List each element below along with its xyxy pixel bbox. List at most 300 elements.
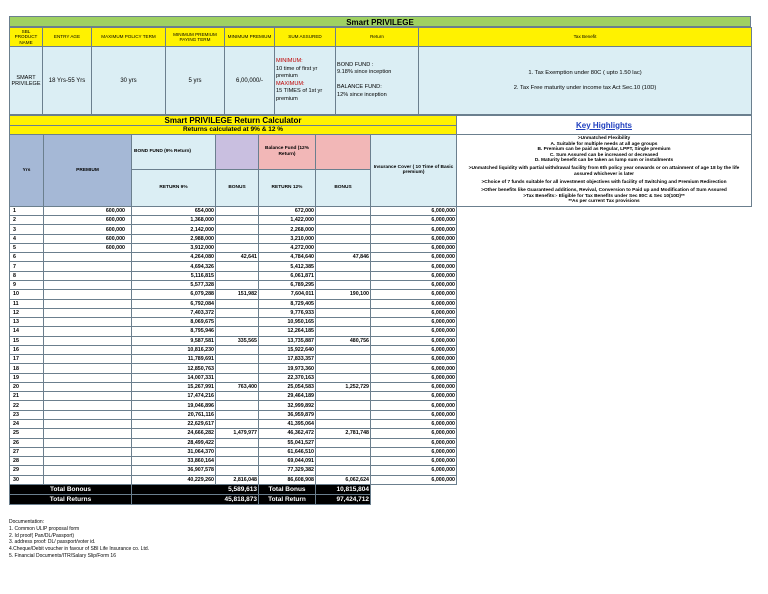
total-bonus-label-12: Total Bonus [259,484,316,494]
col-product: SBL PRODUCT NAME [10,28,43,47]
row-premium [44,457,132,466]
row-bonus-12 [316,308,371,317]
row-insurance-cover: 6,000,000 [371,410,457,419]
row-return-9: 5,577,328 [132,281,216,290]
calculator-row [10,373,752,382]
row-year: 12 [10,308,44,317]
doc-item: 5. Financial Documents/ITR/Salary Slip/Form 16 [9,552,116,559]
row-return-9: 31,064,370 [132,447,216,456]
row-return-9: 4,264,080 [132,253,216,262]
row-bonus-9 [216,355,259,364]
calculator-row [10,457,752,466]
row-return-12: 6,789,295 [259,281,316,290]
calculator-row [10,225,752,234]
row-return-12: 5,412,385 [259,262,316,271]
row-year: 21 [10,392,44,401]
row-bonus-9: 151,982 [216,290,259,299]
min-premium: 6,00,000/- [225,47,275,115]
row-bonus-9 [216,457,259,466]
row-insurance-cover: 6,000,000 [371,429,457,438]
row-year: 4 [10,234,44,243]
calculator-row [10,475,752,484]
row-return-9: 654,000 [132,206,216,215]
row-bonus-12 [316,216,371,225]
calculator-row [10,355,752,364]
col-tax-benefit: Tax Benefit [419,28,752,47]
doc-item: 4.Cheque/Debit voucher in favour of SBI Life Insurance co. Ltd. [9,546,150,553]
row-bonus-9 [216,327,259,336]
row-return-9: 24,666,282 [132,429,216,438]
row-premium [44,290,132,299]
row-bonus-12 [316,243,371,252]
total-bonus-9: 5,589,613 [132,484,259,494]
row-premium [44,299,132,308]
row-year: 25 [10,429,44,438]
row-insurance-cover: 6,000,000 [371,206,457,215]
total-returns-9: 45,818,873 [132,494,259,504]
row-premium [44,336,132,345]
row-bonus-12: 1,252,729 [316,382,371,391]
row-return-12: 22,370,163 [259,373,316,382]
row-return-9: 6,792,084 [132,299,216,308]
row-year: 9 [10,281,44,290]
col-balance-blank [316,135,371,170]
row-return-12: 12,264,185 [259,327,316,336]
row-return-9: 33,860,164 [132,457,216,466]
row-premium [44,318,132,327]
kh-flex-b: B. Premium can be paid as Regular, LPPT, Single premium [537,147,671,152]
min-ppt: 5 yrs [166,47,225,115]
calculator-row [10,216,752,225]
row-return-12: 6,061,871 [259,271,316,280]
row-bonus-12 [316,438,371,447]
row-return-12: 41,395,064 [259,420,316,429]
calculator-rows [10,206,752,484]
calculator-row [10,447,752,456]
row-bonus-9 [216,234,259,243]
row-bonus-12 [316,364,371,373]
row-year: 27 [10,447,44,456]
row-premium [44,401,132,410]
total-blank-2 [371,494,457,504]
calculator-row [10,318,752,327]
total-returns-label: Total Returns [10,494,132,504]
kh-flex-c: C. Sum Assured can be increased or decreased [549,152,659,158]
row-premium [44,364,132,373]
row-insurance-cover: 6,000,000 [371,420,457,429]
calculator-row [10,382,752,391]
row-premium [44,475,132,484]
total-return-label-12: Total Return [259,494,316,504]
row-return-9: 10,816,230 [132,345,216,354]
row-insurance-cover: 6,000,000 [371,262,457,271]
calculator-row [10,466,752,475]
row-return-12: 29,464,189 [259,392,316,401]
row-return-12: 61,646,510 [259,447,316,456]
row-premium [44,345,132,354]
sa-max-text: 15 TIMES of 1st yr premium [276,88,323,102]
return-bond-value: 9.18% since inception [337,69,392,76]
col-bonus-12: BONUS [316,169,371,206]
row-premium [44,410,132,419]
row-bonus-12: 480,756 [316,336,371,345]
row-year: 14 [10,327,44,336]
row-return-9: 7,403,372 [132,308,216,317]
row-bonus-9 [216,401,259,410]
calculator-row [10,271,752,280]
row-return-12: 1,422,000 [259,216,316,225]
calculator-title: Smart PRIVILEGE Return Calculator [10,116,457,126]
col-sum-assured: SUM ASSURED [275,28,336,47]
calculator-row [10,327,752,336]
row-premium [44,447,132,456]
row-bonus-12 [316,327,371,336]
row-bonus-9 [216,364,259,373]
row-premium: 600,000 [44,216,132,225]
tax-benefit-1: 1. Tax Exemption under 80C ( upto 1.50 lac) [528,70,642,76]
row-bonus-12 [316,373,371,382]
row-insurance-cover: 6,000,000 [371,401,457,410]
col-return: Return [336,28,419,47]
row-return-12: 9,776,933 [259,308,316,317]
row-return-12: 17,833,357 [259,355,316,364]
calculator-row [10,308,752,317]
row-bonus-9 [216,466,259,475]
row-bonus-12 [316,466,371,475]
row-return-12: 3,210,000 [259,234,316,243]
row-insurance-cover: 6,000,000 [371,382,457,391]
spreadsheet [9,16,751,505]
row-premium [44,429,132,438]
row-year: 13 [10,318,44,327]
row-bonus-12 [316,392,371,401]
row-return-12: 46,362,472 [259,429,316,438]
row-year: 18 [10,364,44,373]
row-premium [44,281,132,290]
kh-liquidity: >Unmatched liquidity with partial withdrawal facility from 6th policy year onwards or on attainment of age 18 by the life assured whichever is later [468,166,740,177]
row-return-9: 17,474,216 [132,392,216,401]
row-return-9: 2,988,000 [132,234,216,243]
row-insurance-cover: 6,000,000 [371,466,457,475]
row-year: 11 [10,299,44,308]
row-return-12: 672,000 [259,206,316,215]
row-insurance-cover: 6,000,000 [371,234,457,243]
row-year: 7 [10,262,44,271]
row-premium [44,373,132,382]
row-bonus-12 [316,401,371,410]
col-bonus-9: BONUS [216,169,259,206]
row-return-9: 19,046,896 [132,401,216,410]
row-insurance-cover: 6,000,000 [371,216,457,225]
calculator-row [10,281,752,290]
row-bonus-12 [316,410,371,419]
row-year: 19 [10,373,44,382]
calculator-row [10,438,752,447]
total-bonus-12: 10,815,804 [316,484,371,494]
row-year: 5 [10,243,44,252]
row-bonus-12: 190,100 [316,290,371,299]
row-return-9: 8,069,675 [132,318,216,327]
calculator-row [10,206,752,215]
max-term: 30 yrs [92,47,166,115]
row-return-9: 15,267,991 [132,382,216,391]
row-insurance-cover: 6,000,000 [371,281,457,290]
row-return-12: 2,268,000 [259,225,316,234]
row-bonus-9 [216,420,259,429]
kh-flex-d: D. Maturity benefit can be taken as lump sum or installments [534,158,674,163]
row-insurance-cover: 6,000,000 [371,318,457,327]
row-insurance-cover: 6,000,000 [371,308,457,317]
col-yrs: Yrs [10,135,44,207]
row-return-12: 4,784,640 [259,253,316,262]
row-premium [44,271,132,280]
return-cell [336,47,419,115]
row-bonus-9 [216,318,259,327]
tax-benefit-2: 2. Tax Free maturity under income tax Act Sec.10 (10D) [513,85,657,91]
row-return-12: 13,735,887 [259,336,316,345]
row-year: 22 [10,401,44,410]
col-bond-blank [216,135,259,170]
row-premium [44,262,132,271]
row-year: 23 [10,410,44,419]
row-premium [44,327,132,336]
documentation [9,519,149,560]
calculator-subtitle: Returns calculated at 9% & 12 % [10,126,457,135]
col-insurance-cover: Insurance Cover ( 10 Time of Basic premium) [371,135,457,207]
calculator-row [10,290,752,299]
row-bonus-12 [316,225,371,234]
row-premium: 600,000 [44,225,132,234]
row-bonus-9 [216,345,259,354]
row-insurance-cover: 6,000,000 [371,438,457,447]
row-return-9: 6,079,288 [132,290,216,299]
calculator-row [10,234,752,243]
row-bonus-9 [216,373,259,382]
row-bonus-12 [316,234,371,243]
row-insurance-cover: 6,000,000 [371,364,457,373]
col-entry-age: ENTRY AGE [43,28,92,47]
row-bonus-9 [216,299,259,308]
tax-benefit-cell [419,47,752,115]
row-bonus-9: 2,816,048 [216,475,259,484]
row-return-9: 20,761,116 [132,410,216,419]
kh-funds: >Choice of 7 funds suitable for all investment objectives with facility of Switching and Premium Redirection [481,180,727,186]
row-return-12: 7,604,011 [259,290,316,299]
row-bonus-9 [216,225,259,234]
return-calculator-table [9,115,752,505]
row-return-12: 86,608,908 [259,475,316,484]
row-premium [44,438,132,447]
row-year: 3 [10,225,44,234]
row-year: 28 [10,457,44,466]
row-premium: 600,000 [44,234,132,243]
kh-flex-a: A. Suitable for multiple needs at all age groups [550,141,658,147]
row-bonus-9 [216,262,259,271]
row-insurance-cover: 6,000,000 [371,475,457,484]
row-premium [44,420,132,429]
row-insurance-cover: 6,000,000 [371,290,457,299]
row-year: 6 [10,253,44,262]
row-return-9: 40,229,260 [132,475,216,484]
calculator-row [10,420,752,429]
row-return-12: 19,973,360 [259,364,316,373]
row-insurance-cover: 6,000,000 [371,243,457,252]
row-return-12: 69,044,091 [259,457,316,466]
calculator-row [10,345,752,354]
row-bonus-12: 6,062,624 [316,475,371,484]
row-return-9: 3,912,000 [132,243,216,252]
row-return-9: 22,629,617 [132,420,216,429]
total-bonus-label: Total Bonous [10,484,132,494]
calculator-row [10,364,752,373]
calculator-row [10,429,752,438]
row-insurance-cover: 6,000,000 [371,345,457,354]
row-return-12: 15,922,640 [259,345,316,354]
row-bonus-9 [216,308,259,317]
doc-item: 2. Id proof( Pan/DL/Passport) [9,532,75,539]
row-return-9: 5,116,815 [132,271,216,280]
row-insurance-cover: 6,000,000 [371,336,457,345]
row-insurance-cover: 6,000,000 [371,299,457,308]
row-year: 2 [10,216,44,225]
row-return-12: 32,999,892 [259,401,316,410]
row-year: 30 [10,475,44,484]
row-year: 15 [10,336,44,345]
row-return-12: 10,950,165 [259,318,316,327]
row-bonus-9 [216,438,259,447]
key-highlights-title: Key Highlights [457,116,752,135]
row-premium [44,308,132,317]
documentation-title: Documentation: [9,519,45,525]
col-bond-fund: BOND FUND (9% Return) [132,135,216,170]
product-name: SMART PRIVILEGE [10,47,43,115]
row-return-12: 4,272,000 [259,243,316,252]
row-bonus-12 [316,355,371,364]
row-return-9: 14,007,331 [132,373,216,382]
row-return-9: 2,142,000 [132,225,216,234]
row-bonus-9 [216,447,259,456]
row-premium [44,392,132,401]
row-bonus-9 [216,410,259,419]
row-insurance-cover: 6,000,000 [371,327,457,336]
row-premium [44,382,132,391]
row-bonus-9 [216,281,259,290]
row-year: 26 [10,438,44,447]
doc-item: 1. Common ULIP proposal form [9,525,80,532]
row-bonus-12: 47,846 [316,253,371,262]
row-insurance-cover: 6,000,000 [371,355,457,364]
row-insurance-cover: 6,000,000 [371,271,457,280]
calculator-row [10,253,752,262]
row-bonus-12 [316,345,371,354]
sum-assured-cell [275,47,336,115]
row-bonus-9 [216,216,259,225]
row-return-9: 12,850,763 [132,364,216,373]
row-premium: 600,000 [44,243,132,252]
row-year: 1 [10,206,44,215]
col-premium: PREMIUM [44,135,132,207]
entry-age: 18 Yrs-55 Yrs [43,47,92,115]
col-min-premium: MINIMUM PREMIUM [225,28,275,47]
row-return-9: 9,587,581 [132,336,216,345]
row-premium [44,253,132,262]
sa-min-label: MINIMUM: [276,58,303,64]
row-year: 20 [10,382,44,391]
row-return-9: 11,789,691 [132,355,216,364]
row-year: 17 [10,355,44,364]
row-bonus-12 [316,262,371,271]
row-year: 10 [10,290,44,299]
product-summary-table [9,27,752,115]
sa-min-text: 10 time of first yr premium [276,65,318,79]
row-insurance-cover: 6,000,000 [371,373,457,382]
col-min-ppt: MINIMUM PREMIUM PAYING TERM [166,28,225,47]
row-return-9: 28,499,422 [132,438,216,447]
row-year: 29 [10,466,44,475]
sheet-title: Smart PRIVILEGE [9,16,751,27]
row-return-9: 1,368,000 [132,216,216,225]
row-year: 24 [10,420,44,429]
col-max-term: MAXIMUM POLICY TERM [92,28,166,47]
row-bonus-12 [316,299,371,308]
row-bonus-12 [316,206,371,215]
total-return-12: 97,424,712 [316,494,371,504]
row-year: 16 [10,345,44,354]
total-blank [371,484,457,494]
kh-tax-benefits: >Tax Benefits:- Eligible for Tax Benefits under Sec 80C & Sec 10(10D)** [523,193,685,199]
row-bonus-9: 763,400 [216,382,259,391]
row-return-12: 36,959,879 [259,410,316,419]
key-highlights-body [457,135,752,207]
row-bonus-9 [216,243,259,252]
kh-flexibility: >Unmatched Flexibility [577,136,631,141]
calculator-row [10,299,752,308]
row-insurance-cover: 6,000,000 [371,225,457,234]
row-bonus-9: 335,565 [216,336,259,345]
calculator-row [10,401,752,410]
calculator-row [10,410,752,419]
row-insurance-cover: 6,000,000 [371,447,457,456]
row-bonus-12 [316,420,371,429]
row-return-12: 25,054,583 [259,382,316,391]
calculator-row [10,392,752,401]
row-year: 8 [10,271,44,280]
row-bonus-12: 2,781,748 [316,429,371,438]
col-balance-fund: Balance Fund (12% Return) [259,135,316,170]
calculator-row [10,262,752,271]
row-premium [44,355,132,364]
row-return-9: 8,795,946 [132,327,216,336]
row-insurance-cover: 6,000,000 [371,457,457,466]
row-bonus-9: 42,641 [216,253,259,262]
row-return-9: 4,694,326 [132,262,216,271]
calculator-row [10,336,752,345]
col-return-9: RETURN 9% [132,169,216,206]
kh-tax-note: **As per current Tax provisions [568,199,640,205]
row-return-9: 36,907,578 [132,466,216,475]
row-bonus-9 [216,392,259,401]
row-bonus-9 [216,206,259,215]
calculator-row [10,243,752,252]
return-balance-value: 12% since inception [337,91,387,98]
col-return-12: RETURN 12% [259,169,316,206]
row-bonus-12 [316,457,371,466]
row-bonus-9 [216,271,259,280]
return-balance-label: BALANCE FUND: [337,84,382,91]
sa-max-label: MAXIMUM: [276,80,305,87]
row-insurance-cover: 6,000,000 [371,253,457,262]
row-return-12: 77,329,382 [259,466,316,475]
